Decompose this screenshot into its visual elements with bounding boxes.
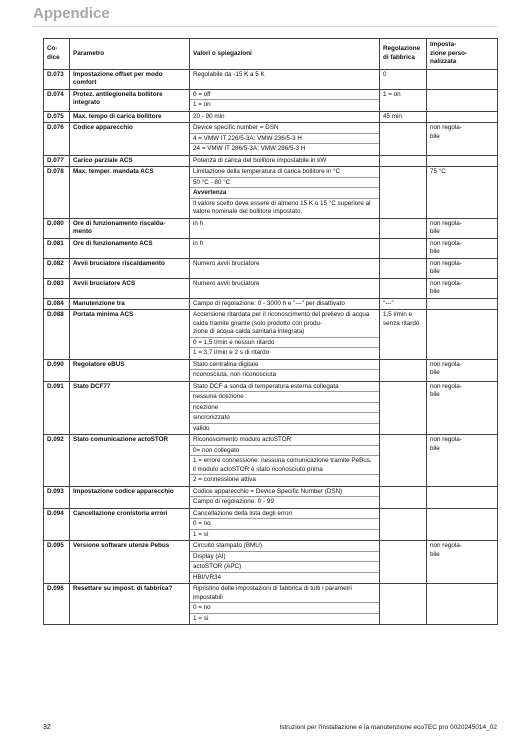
table-row <box>44 89 498 111</box>
row-custom-setting <box>427 298 498 310</box>
value-line: Ripristino delle impostazioni di fabbrica di tutti i parametri impostabili <box>193 585 352 601</box>
row-code: D.093 <box>44 486 70 508</box>
row-parameter: Resettare su impost. di fabbrica? <box>70 584 190 625</box>
row-custom-setting: non regola- bile <box>427 258 498 278</box>
value-line: Display (AI) <box>190 551 379 562</box>
value-line: ricezione <box>190 402 379 413</box>
table-row <box>44 155 498 167</box>
row-values <box>190 381 380 435</box>
row-code: D.084 <box>44 298 70 310</box>
value-line: Campo di regolazione: 0 - 3000 h e "---" per disattivato <box>193 299 345 307</box>
value-line: Codice apparecchio = Device Specific Number (DSN) <box>193 487 343 495</box>
row-values <box>190 541 380 584</box>
row-factory-setting <box>380 155 427 167</box>
row-code: D.082 <box>44 258 70 278</box>
row-factory-setting: 1,5 l/min e senza ritardo <box>380 310 427 360</box>
row-values <box>190 435 380 487</box>
value-line: sincronizzato <box>190 412 379 423</box>
row-factory-setting <box>380 278 427 298</box>
header-factory-setting: Regolazione di fabbrica <box>380 39 427 70</box>
table-row <box>44 541 498 584</box>
row-custom-setting: non regola- bile <box>427 381 498 435</box>
parameter-table <box>43 38 498 625</box>
row-values <box>190 298 380 310</box>
row-factory-setting <box>380 258 427 278</box>
row-parameter: Manutenzione tra <box>70 298 190 310</box>
table-row <box>44 238 498 258</box>
row-code: D.078 <box>44 167 70 219</box>
row-custom-setting: non regola- bile <box>427 238 498 258</box>
row-code: D.094 <box>44 508 70 541</box>
row-factory-setting <box>380 584 427 625</box>
value-line: Accensione ritardata per il riconoscimento del prelievo di acqua calda tramite girante (solo prodotto con produ- zione di acqua calda sanitaria integrata) <box>193 311 370 335</box>
row-factory-setting <box>380 381 427 435</box>
value-line: riconosciuta, non riconosciuta <box>190 369 379 380</box>
value-line: Avvertenza <box>190 187 379 198</box>
row-parameter: Max. tempo di carica bollitore <box>70 111 190 123</box>
value-line: actoSTOR (APC) <box>190 561 379 572</box>
row-custom-setting <box>427 584 498 625</box>
value-line: 0 = no <box>190 602 379 613</box>
row-values <box>190 359 380 381</box>
table-row <box>44 278 498 298</box>
value-line: Numero avvii bruciatore <box>193 279 260 287</box>
value-line: 24 = VMW IT 286/5-3A; VMW 286/5-3 H <box>190 143 379 154</box>
row-code: D.080 <box>44 218 70 238</box>
value-line: Cancellazione della lista degli errori <box>193 509 293 517</box>
row-parameter: Impostazione offset per modo comfort <box>70 69 190 89</box>
page-header-title: Appendice <box>33 5 110 22</box>
row-parameter: Impostazione codice apparecchio <box>70 486 190 508</box>
header-values: Valori o spiegazioni <box>190 39 380 70</box>
value-line: 2 = connessione attiva <box>190 474 379 485</box>
row-factory-setting <box>380 167 427 219</box>
row-factory-setting <box>380 359 427 381</box>
table-row <box>44 69 498 89</box>
page-number: 32 <box>43 724 51 731</box>
value-line: in h <box>193 239 204 247</box>
value-line: Circuito stampato (BMU) <box>193 542 262 549</box>
table-row <box>44 310 498 360</box>
header-divider <box>33 26 497 27</box>
value-line: Numero avvii bruciatore <box>193 259 260 267</box>
row-custom-setting <box>427 69 498 89</box>
row-factory-setting <box>380 541 427 584</box>
row-parameter: Avvii bruciatore ACS <box>70 278 190 298</box>
row-parameter: Protez. antilegionella bollitore integrato <box>70 89 190 111</box>
table-row <box>44 508 498 541</box>
row-custom-setting: 75 °C <box>427 167 498 219</box>
row-parameter: Versione software utenze Pebus <box>70 541 190 584</box>
value-line: nessuna ricezione <box>190 391 379 402</box>
row-values <box>190 111 380 123</box>
row-custom-setting: non regola- bile <box>427 278 498 298</box>
row-custom-setting: non regola- bile <box>427 218 498 238</box>
row-custom-setting <box>427 508 498 541</box>
row-code: D.074 <box>44 89 70 111</box>
row-parameter: Stato comunicazione actoSTOR <box>70 435 190 487</box>
row-values <box>190 258 380 278</box>
row-factory-setting <box>380 435 427 487</box>
row-custom-setting <box>427 310 498 360</box>
table-row <box>44 435 498 487</box>
row-code: D.073 <box>44 69 70 89</box>
row-parameter: Cancellazione cronistoria errori <box>70 508 190 541</box>
row-parameter: Regolatore eBUS <box>70 359 190 381</box>
row-code: D.090 <box>44 359 70 381</box>
row-code: D.076 <box>44 123 70 156</box>
value-line: 1 = on <box>190 99 379 110</box>
value-line: Device specific number = DSN <box>193 124 279 131</box>
row-custom-setting <box>427 111 498 123</box>
value-line: Stato DCF a sonda di temperatura esterna collegata <box>193 382 339 390</box>
row-factory-setting: 1 = on <box>380 89 427 111</box>
row-parameter: Max. temper. mandata ACS <box>70 167 190 219</box>
value-line: 0 = no <box>190 518 379 529</box>
row-code: D.095 <box>44 541 70 584</box>
value-line: 4 = VMW IT 226/5-3A; VMW 236/5-3 H <box>190 133 379 144</box>
row-factory-setting <box>380 508 427 541</box>
table-row <box>44 359 498 381</box>
row-parameter: Codice apparecchio <box>70 123 190 156</box>
value-line: 0 = off <box>193 90 211 98</box>
row-custom-setting: non regola- bile <box>427 123 498 156</box>
value-line: valido <box>190 423 379 434</box>
row-values <box>190 218 380 238</box>
table-row <box>44 167 498 219</box>
row-factory-setting <box>380 238 427 258</box>
row-custom-setting: non regola- bile <box>427 435 498 487</box>
header-code: Co- dice <box>44 39 70 70</box>
value-line: 0 = 1,5 l/min e nessun ritardo <box>190 337 379 348</box>
row-parameter: Ore di funzionamento ACS <box>70 238 190 258</box>
row-code: D.092 <box>44 435 70 487</box>
header-custom-setting: Imposta- zione perso- nalizzata <box>427 39 498 70</box>
row-code: D.081 <box>44 238 70 258</box>
document-info: Istruzioni per l'installazione e la manutenzione ecoTEC pro 0020245014_02 <box>279 724 497 731</box>
row-factory-setting: 0 <box>380 69 427 89</box>
table-row <box>44 111 498 123</box>
value-line: HBI/VR34 <box>190 572 379 583</box>
row-parameter: Ore di funzionamento riscalda- mento <box>70 218 190 238</box>
row-factory-setting: 45 min <box>380 111 427 123</box>
row-custom-setting: non regola- bile <box>427 359 498 381</box>
value-line: 20 - 90 min <box>193 112 225 120</box>
row-parameter: Avvii bruciatore riscaldamento <box>70 258 190 278</box>
row-values <box>190 310 380 360</box>
row-code: D.096 <box>44 584 70 625</box>
value-line: Regolabile da -15 K a 5 K <box>193 70 265 78</box>
row-values <box>190 123 380 156</box>
row-code: D.091 <box>44 381 70 435</box>
table-row <box>44 218 498 238</box>
value-line: Stato centralina digitale <box>193 360 259 368</box>
row-code: D.083 <box>44 278 70 298</box>
row-values <box>190 508 380 541</box>
header-parameter: Parametro <box>70 39 190 70</box>
row-factory-setting <box>380 218 427 238</box>
row-parameter: Portata minima ACS <box>70 310 190 360</box>
row-custom-setting <box>427 486 498 508</box>
row-parameter: Stato DCF77 <box>70 381 190 435</box>
value-line: Limitazione della temperatura di carica bollitore in °C <box>193 168 341 175</box>
row-parameter: Carico parziale ACS <box>70 155 190 167</box>
value-line: Riconoscimento modulo actoSTOR <box>193 436 292 443</box>
value-line: 0= non collegato <box>190 445 379 456</box>
table-row <box>44 123 498 156</box>
row-values <box>190 238 380 258</box>
value-line: 1 = sì <box>190 613 379 624</box>
row-code: D.077 <box>44 155 70 167</box>
row-values <box>190 486 380 508</box>
row-code: D.075 <box>44 111 70 123</box>
row-values <box>190 89 380 111</box>
value-line: 50 °C - 80 °C <box>190 177 379 188</box>
value-line: Il valore scelto deve essere di almeno 15 K o 15 °C superiore al valore nominale del bollitore impostato. <box>190 198 379 217</box>
table-row <box>44 381 498 435</box>
table-row <box>44 486 498 508</box>
value-line: in h <box>193 219 204 227</box>
row-custom-setting <box>427 89 498 111</box>
row-factory-setting <box>380 123 427 156</box>
table-row <box>44 258 498 278</box>
row-values <box>190 278 380 298</box>
row-factory-setting: "---" <box>380 298 427 310</box>
value-line: 1 = errore connessione: nessuna comunicazione tramite PeBus, il modulo actoSTOR è stato riconosciuto prima <box>190 455 379 474</box>
row-code: D.088 <box>44 310 70 360</box>
row-values <box>190 584 380 625</box>
row-custom-setting: non regola- bile <box>427 541 498 584</box>
value-line: 1 = sì <box>190 529 379 540</box>
row-values <box>190 167 380 219</box>
row-factory-setting <box>380 486 427 508</box>
value-line: Campo di regolazione: 0 - 99 <box>190 496 379 507</box>
value-line: 1 = 3,7 l/min e 2 s di ritardo <box>190 347 379 358</box>
table-header-row <box>44 39 498 70</box>
row-values <box>190 155 380 167</box>
table-row <box>44 584 498 625</box>
table-row <box>44 298 498 310</box>
row-custom-setting <box>427 155 498 167</box>
value-line: Potenza di carica del bollitore impostabile in kW <box>193 156 327 164</box>
row-values <box>190 69 380 89</box>
